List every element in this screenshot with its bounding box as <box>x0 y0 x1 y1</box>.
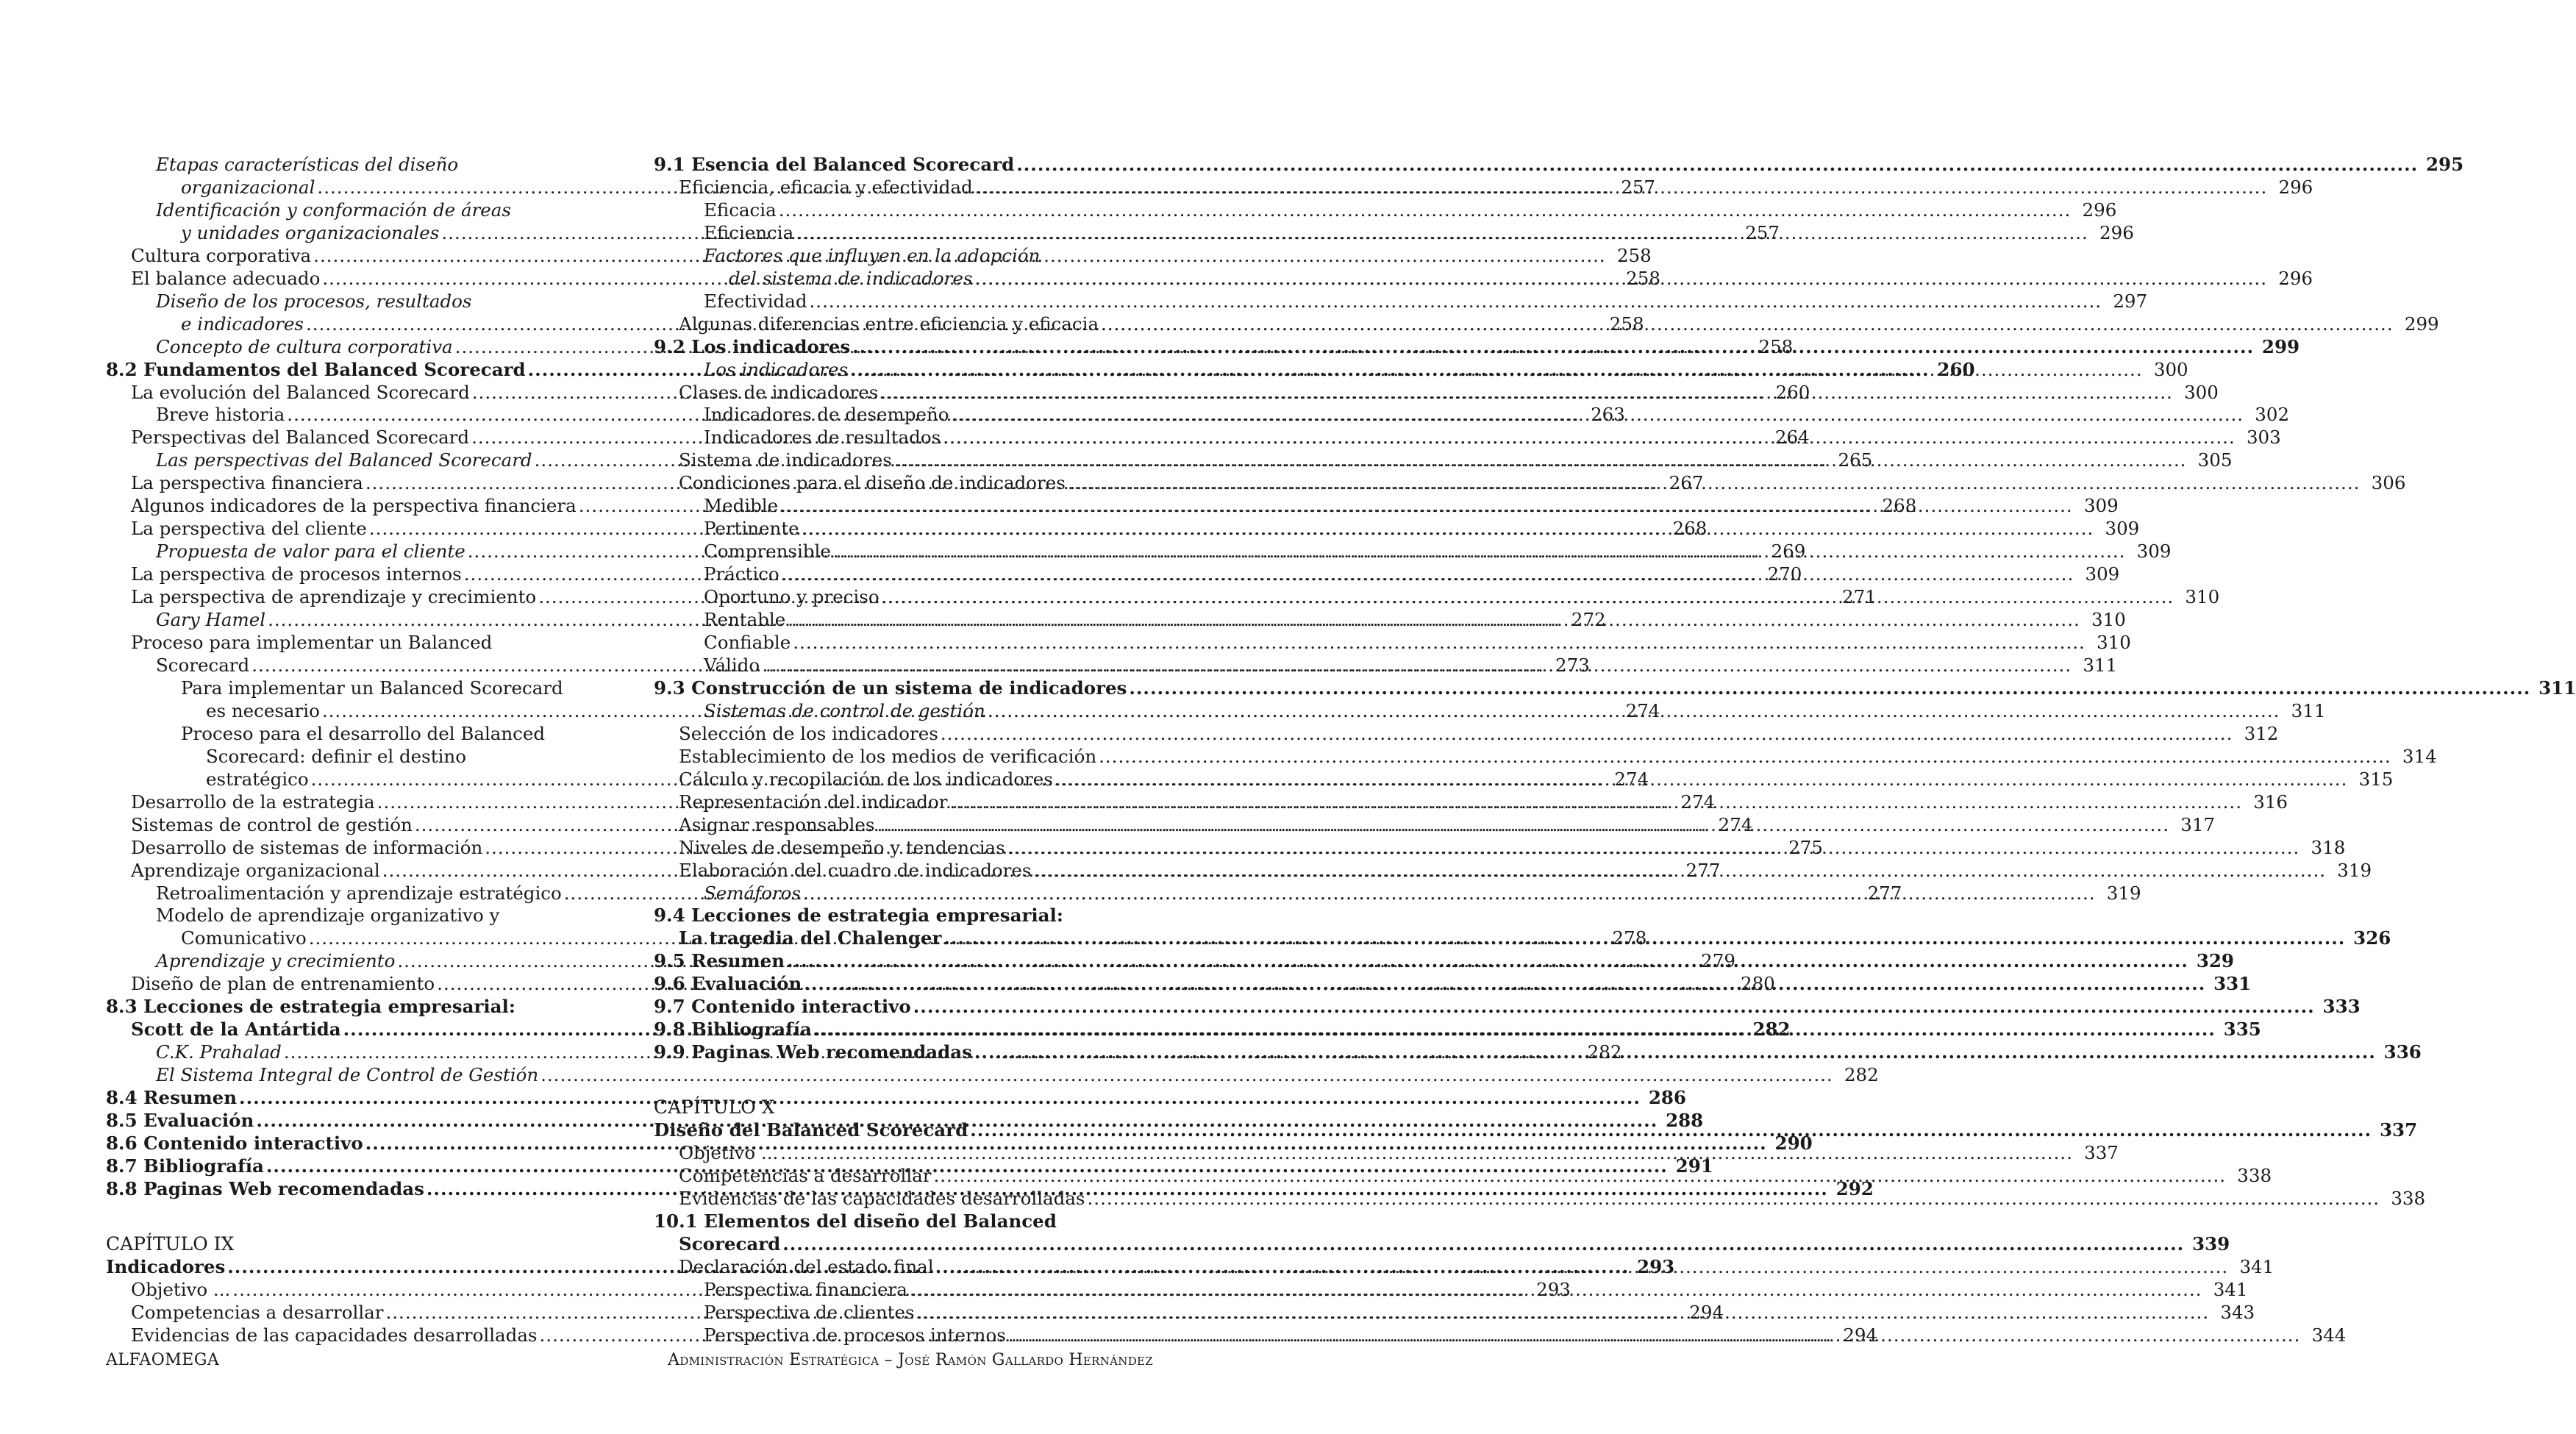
dot-leader <box>793 632 2086 654</box>
toc-entry-title: Indicadores <box>106 1255 226 1277</box>
toc-page-number: 309 <box>2083 495 2119 517</box>
dot-leader <box>787 950 2188 973</box>
toc-entry-title: Gary Hamel <box>156 609 266 631</box>
toc-page-number: 263 <box>1591 404 1625 426</box>
toc-entry-title: 9.6 Evaluación <box>654 973 802 995</box>
toc-entry-title: 9.2 Los indicadores <box>654 335 851 357</box>
dot-leader <box>1088 1188 2380 1210</box>
toc-entry <box>654 632 2131 654</box>
toc-entry-title: 8.2 Fundamentos del Balanced Scorecard <box>106 358 526 380</box>
toc-page-number: 274 <box>1718 813 1753 835</box>
dot-leader <box>880 382 2173 404</box>
toc-page-number: 329 <box>2196 950 2234 972</box>
dot-leader <box>974 268 2267 290</box>
toc-page-number: 258 <box>1609 313 1644 335</box>
dot-leader <box>1099 746 2391 768</box>
toc-page-number: 273 <box>1555 654 1590 676</box>
dot-leader <box>780 1142 2073 1165</box>
toc-entry-title: Propuesta de valor para el cliente <box>156 541 465 563</box>
toc-page-number: 337 <box>2084 1142 2119 1164</box>
toc-page-number: 296 <box>2278 176 2313 198</box>
toc-page-number: 296 <box>2099 221 2134 243</box>
dot-leader <box>1055 768 2348 791</box>
toc-page-number: 310 <box>2091 609 2126 631</box>
toc-page-number: 297 <box>2113 290 2148 312</box>
toc-page-number: 319 <box>2337 859 2372 881</box>
dot-leader <box>913 996 2315 1019</box>
toc-page-number: 269 <box>1771 541 1806 563</box>
toc-page-number: 290 <box>1774 1132 1813 1154</box>
toc-entry-title: La perspectiva del cliente <box>131 518 367 540</box>
toc-entry-title: Proceso para implementar un Balanced <box>131 632 493 654</box>
dot-leader <box>850 359 2143 382</box>
toc-entry-title: El Sistema Integral de Control de Gestión <box>156 1064 539 1086</box>
toc-page-number: 336 <box>2383 1041 2422 1063</box>
toc-page-number: 306 <box>2371 472 2406 494</box>
toc-entry <box>106 1064 1879 1087</box>
toc-page-number: 278 <box>1612 927 1647 949</box>
toc-entry-title: Válido .. <box>704 654 777 676</box>
dot-leader <box>1068 472 2361 495</box>
toc-entry-title: Modelo de aprendizaje organizativo y <box>156 905 500 927</box>
toc-page-number: 294 <box>1843 1324 1878 1346</box>
toc-entry-title: Rentable <box>704 609 786 631</box>
toc-page-number: 318 <box>2311 836 2346 858</box>
toc-entry <box>654 199 2117 222</box>
toc-entry-title: Pertinente <box>704 518 799 540</box>
toc-entry-title: Factores que influyen en la adopción <box>704 244 1041 266</box>
toc-entry-title: Scorecard <box>679 1233 781 1255</box>
toc-entry-title: es necesario <box>206 699 320 721</box>
toc-page-number: 337 <box>2379 1119 2418 1141</box>
toc-entry-title: Competencias a desarrollar <box>679 1164 932 1186</box>
toc-page-number: 316 <box>2253 791 2288 813</box>
dot-leader <box>804 973 2205 996</box>
toc-entry-title: 8.6 Contenido interactivo <box>106 1132 363 1154</box>
toc-page-number: 341 <box>2213 1278 2248 1300</box>
toc-page-number: 309 <box>2105 518 2140 540</box>
toc-entry-title: La perspectiva de procesos internos <box>131 563 462 585</box>
toc-page-number: 309 <box>2085 563 2120 585</box>
toc-entry-title: 9.7 Contenido interactivo <box>654 996 911 1018</box>
toc-entry <box>654 677 2576 700</box>
toc-entry-title: 8.8 Paginas Web recomendadas <box>106 1177 424 1199</box>
toc-entry <box>654 996 2361 1019</box>
dot-leader <box>949 791 2242 814</box>
dot-leader <box>782 563 2074 586</box>
dot-leader <box>796 222 2088 245</box>
toc-page-number: 282 <box>1587 1041 1622 1063</box>
toc-page-number: 270 <box>1767 563 1802 585</box>
toc-entry-title: Comprensible <box>704 541 831 563</box>
dot-leader <box>852 336 2254 359</box>
toc-entry-title: Práctico <box>704 563 779 585</box>
dot-leader <box>1101 313 2394 336</box>
toc-page-number: 291 <box>1675 1155 1713 1177</box>
toc-entry-title: 8.7 Bibliografía <box>106 1155 264 1177</box>
toc-page-number: 344 <box>2311 1324 2347 1346</box>
toc-entry-title: Perspectivas del Balanced Scorecard <box>131 427 470 449</box>
toc-entry-title: Scott de la Antártida <box>131 1019 341 1041</box>
dot-leader <box>1007 837 2300 860</box>
toc-page-number: 326 <box>2353 927 2391 949</box>
toc-entry-title: Declaración del estado final <box>679 1255 934 1277</box>
toc-entry-title: Desarrollo de la estrategia <box>131 791 375 813</box>
footer-publisher: ALFAOMEGA <box>106 1351 220 1369</box>
toc-page-number: 257 <box>1745 221 1780 243</box>
dot-leader <box>833 541 2126 563</box>
toc-page-number: 279 <box>1701 950 1735 972</box>
toc-page-number: 277 <box>1867 882 1902 904</box>
dot-leader <box>814 1019 2216 1041</box>
toc-entry-title: Objetivo ... <box>131 1278 231 1300</box>
toc-page-number: 299 <box>2404 313 2439 335</box>
toc-entry-title: 9.3 Construcción de un sistema de indicadores <box>654 677 1127 699</box>
toc-page-number: 295 <box>2426 154 2464 175</box>
dot-leader <box>988 700 2280 723</box>
toc-entry <box>654 1210 2230 1256</box>
toc-page-number: 300 <box>2153 358 2188 380</box>
toc-entry <box>654 154 2464 176</box>
toc-entry-title: Clases de indicadores <box>679 381 879 403</box>
toc-page-number: 331 <box>2213 973 2252 995</box>
toc-page-number: 286 <box>1648 1087 1686 1109</box>
toc-entry <box>654 722 2279 746</box>
toc-page-number: 277 <box>1685 859 1721 881</box>
toc-entry-title: Eficiencia <box>704 221 794 243</box>
toc-page-number: 312 <box>2244 722 2279 744</box>
dot-leader <box>936 1256 2229 1279</box>
toc-page-number: 275 <box>1788 836 1823 858</box>
toc-entry-title: Evidencias de las capacidades desarrolladas <box>679 1187 1085 1209</box>
toc-page-number: 260 <box>1775 381 1810 403</box>
toc-entry-title: Scorecard <box>156 654 250 676</box>
toc-entry-title: Asignar responsables <box>679 813 875 835</box>
toc-entry-title: Breve historia <box>156 404 285 426</box>
toc-entry-title: Niveles de desempeño y tendencias <box>679 836 1005 858</box>
toc-entry-title: Sistemas de control de gestión <box>704 699 985 721</box>
toc-entry-title: Proceso para el desarrollo del Balanced <box>181 722 546 744</box>
dot-leader <box>894 449 2187 472</box>
dot-leader <box>1008 1324 2301 1347</box>
toc-entry-title: Competencias a desarrollar <box>131 1301 384 1323</box>
toc-entry-title: Evidencias de las capacidades desarrolladas <box>131 1324 538 1346</box>
toc-page-number: 258 <box>1758 335 1794 357</box>
toc-entry-title: Oportuno y preciso <box>704 586 880 608</box>
toc-page-number: 264 <box>1774 427 1810 449</box>
toc-page-number: 343 <box>2220 1301 2255 1323</box>
dot-leader <box>910 1279 2202 1302</box>
footer-book-title: Administración Estratégica – José Ramón Gallardo Hernández <box>668 1351 1153 1369</box>
toc-page-number: 292 <box>1835 1177 1874 1199</box>
toc-entry-title: 9.8 Bibliografía <box>654 1019 812 1041</box>
dot-leader <box>780 495 2073 518</box>
toc-entry-title: Las perspectivas del Balanced Scorecard <box>156 449 532 471</box>
dot-leader <box>779 654 2072 677</box>
dot-leader <box>933 1165 2226 1188</box>
toc-page-number: 299 <box>2261 335 2300 357</box>
toc-entry-title: 8.4 Resumen <box>106 1087 238 1109</box>
toc-entry-title: Establecimiento de los medios de verificación <box>679 745 1097 767</box>
toc-entry-title: Condiciones para el diseño de indicadores <box>679 472 1066 494</box>
toc-entry-title: 9.1 Esencia del Balanced Scorecard <box>654 154 1015 175</box>
toc-entry-title: Los indicadores <box>704 358 849 380</box>
toc-entry-title: Algunos indicadores de la perspectiva financiera <box>131 495 577 517</box>
toc-entry-title: Concepto de cultura corporativa <box>156 335 453 357</box>
toc-entry-title: Desarrollo de sistemas de información <box>131 836 483 858</box>
toc-page-number: 282 <box>1844 1064 1879 1086</box>
toc-page-number: 296 <box>2082 199 2117 221</box>
toc-entry-title: 9.9 Paginas Web recomendadas <box>654 1041 972 1063</box>
toc-page-number: 335 <box>2223 1019 2261 1041</box>
toc-page-number: 271 <box>1842 586 1877 608</box>
toc-page-number: 311 <box>2538 677 2576 699</box>
dot-leader <box>970 1119 2372 1142</box>
dot-leader <box>975 176 2268 199</box>
toc-page-number: 317 <box>2180 813 2216 835</box>
toc-entry-title: La perspectiva financiera <box>131 472 363 494</box>
toc-page-number: 319 <box>2106 882 2141 904</box>
toc-entry-title: Indicadores de desempeño <box>704 404 949 426</box>
dot-leader <box>788 609 2080 632</box>
toc-entry-title: Perspectiva de procesos internos <box>704 1324 1006 1346</box>
toc-entry-title: Para implementar un Balanced Scorecard <box>181 677 563 699</box>
toc-entry <box>654 290 2148 313</box>
dot-leader <box>943 927 2345 950</box>
toc-entry-title: Algunas diferencias entre eficiencia y eficacia <box>679 313 1099 335</box>
toc-page-number: 338 <box>2237 1164 2272 1186</box>
toc-entry-title: La tragedia del Chalenger <box>679 927 942 949</box>
toc-entry-title: Representación del indicador <box>679 791 948 813</box>
toc-entry-title: Retroalimentación y aprendizaje estratégico <box>156 882 562 904</box>
dot-leader <box>951 404 2244 427</box>
toc-page-number: 267 <box>1669 472 1704 494</box>
toc-page-number: 305 <box>2197 449 2233 471</box>
toc-entry-title: Efectividad <box>704 290 807 312</box>
toc-entry-title: Indicadores de resultados <box>704 427 941 449</box>
toc-page-number: 296 <box>2278 267 2313 289</box>
dot-leader <box>917 1302 2210 1324</box>
toc-entry-title: Etapas características del diseño <box>156 154 459 175</box>
toc-page-number: 310 <box>2185 586 2220 608</box>
toc-page-number: 309 <box>2136 541 2172 563</box>
toc-entry-title: Diseño de plan de entrenamiento <box>131 973 435 995</box>
toc-page-number: 302 <box>2255 404 2290 426</box>
dot-leader <box>802 518 2094 541</box>
toc-entry-title: La perspectiva de aprendizaje y crecimiento <box>131 586 537 608</box>
toc-entry-title: 9.5 Resumen <box>654 950 785 972</box>
dot-leader <box>1016 154 2418 176</box>
toc-entry-title: Elaboración del cuadro de indicadores <box>679 859 1032 881</box>
dot-leader <box>810 290 2102 313</box>
toc-page-number: 274 <box>1614 768 1649 790</box>
toc-entry-title: Aprendizaje y crecimiento <box>156 950 396 972</box>
toc-page-number: 288 <box>1666 1110 1704 1132</box>
toc-entry-title: Aprendizaje organizacional <box>131 859 380 881</box>
toc-entry-title: Medible <box>704 495 779 517</box>
toc-page-number: 310 <box>2097 632 2131 654</box>
toc-entry-title: estratégico <box>206 768 309 790</box>
toc-entry-title: Perspectiva de clientes <box>704 1301 915 1323</box>
toc-entry-title: y unidades organizacionales <box>181 221 440 243</box>
toc-page-number: 260 <box>1937 358 1975 380</box>
toc-entry-title: Sistema de indicadores <box>679 449 892 471</box>
toc-page-number: 341 <box>2239 1255 2274 1277</box>
toc-entry-title: 10.1 Elementos del diseño del Balanced <box>654 1210 1057 1232</box>
toc-entry-title: 8.5 Evaluación <box>106 1110 254 1132</box>
dot-leader <box>782 1233 2184 1256</box>
toc-page-number: 268 <box>1672 518 1708 540</box>
toc-page-number: 315 <box>2358 768 2394 790</box>
dot-leader <box>943 427 2236 449</box>
toc-entry-title: Semáforos <box>704 882 801 904</box>
toc-page-number: 333 <box>2322 996 2361 1018</box>
toc-page-number: 258 <box>1626 267 1660 289</box>
toc-entry-title: del sistema de indicadores <box>729 267 973 289</box>
toc-page-number: 303 <box>2246 427 2281 449</box>
dot-leader <box>882 586 2174 609</box>
toc-entry-title: Diseño del Balanced Scorecard <box>654 1119 968 1141</box>
toc-entry-title: Confiable <box>704 632 791 654</box>
toc-entry-title: Cálculo y recopilación de los indicadores <box>679 768 1053 790</box>
toc-page-number: 272 <box>1571 609 1606 631</box>
toc-page-number: 257 <box>1621 176 1655 198</box>
toc-entry-title: Diseño de los procesos, resultados <box>156 290 472 312</box>
dot-leader <box>1129 677 2530 700</box>
toc-page-number: 274 <box>1680 791 1716 813</box>
toc-entry-title: e indicadores <box>181 313 304 335</box>
toc-entry <box>654 745 2437 768</box>
dot-leader <box>803 882 2096 905</box>
toc-entry-title: Eficacia <box>704 199 777 221</box>
toc-entry-title: 9.4 Lecciones de estrategia empresarial: <box>654 905 1063 927</box>
toc-page-number: 293 <box>1637 1255 1675 1277</box>
chapter-gap <box>106 1201 600 1219</box>
toc-entry-title: Sistemas de control de gestión <box>131 813 413 835</box>
toc-entry-title: Eficiencia, eficacia y efectividad <box>679 176 973 198</box>
dot-leader <box>941 723 2233 746</box>
toc-page-number: 300 <box>2184 381 2219 403</box>
toc-entry-title: 8.3 Lecciones de estrategia empresarial: <box>106 996 515 1018</box>
toc-entry-title: Cultura corporativa <box>131 244 312 266</box>
toc-page-number: 311 <box>2083 654 2118 676</box>
dot-leader <box>1033 860 2326 882</box>
toc-entry-title: C.K. Prahalad <box>156 1041 282 1063</box>
toc-page-number: 338 <box>2391 1187 2426 1209</box>
toc-page-number: 282 <box>1752 1019 1791 1041</box>
chapter-heading: CAPÍTULO X <box>654 1096 775 1119</box>
toc-entry-title: organizacional <box>181 176 315 198</box>
toc-page-number: 265 <box>1838 449 1873 471</box>
toc-page-number: 294 <box>1689 1301 1724 1323</box>
toc-entry-title: Scorecard: definir el destino <box>206 745 466 767</box>
toc-entry-title: Selección de los indicadores <box>679 722 938 744</box>
toc-entry-title: Comunicativo <box>181 927 307 949</box>
toc-page-number: 314 <box>2402 745 2437 767</box>
toc-entry-title: Objetivo ... <box>679 1142 779 1164</box>
toc-page-number: 274 <box>1625 699 1660 721</box>
dot-leader <box>779 199 2072 222</box>
toc-page-number: 258 <box>1616 244 1652 266</box>
dot-leader <box>974 1041 2376 1064</box>
toc-entry-title: El balance adecuado <box>131 267 321 289</box>
toc-entry-title: Identificación y conformación de áreas <box>156 199 511 221</box>
toc-entry-title: Perspectiva financiera <box>704 1278 907 1300</box>
toc-page-number: 293 <box>1536 1278 1571 1300</box>
toc-page-number: 339 <box>2192 1233 2230 1255</box>
toc-entry-title: La evolución del Balanced Scorecard <box>131 381 470 403</box>
dot-leader <box>877 814 2169 837</box>
toc-page-number: 280 <box>1740 973 1775 995</box>
chapter-heading: CAPÍTULO IX <box>106 1233 235 1255</box>
chapter-gap <box>654 1064 1148 1082</box>
toc-page-number: 311 <box>2291 699 2326 721</box>
toc-page-number: 268 <box>1882 495 1917 517</box>
